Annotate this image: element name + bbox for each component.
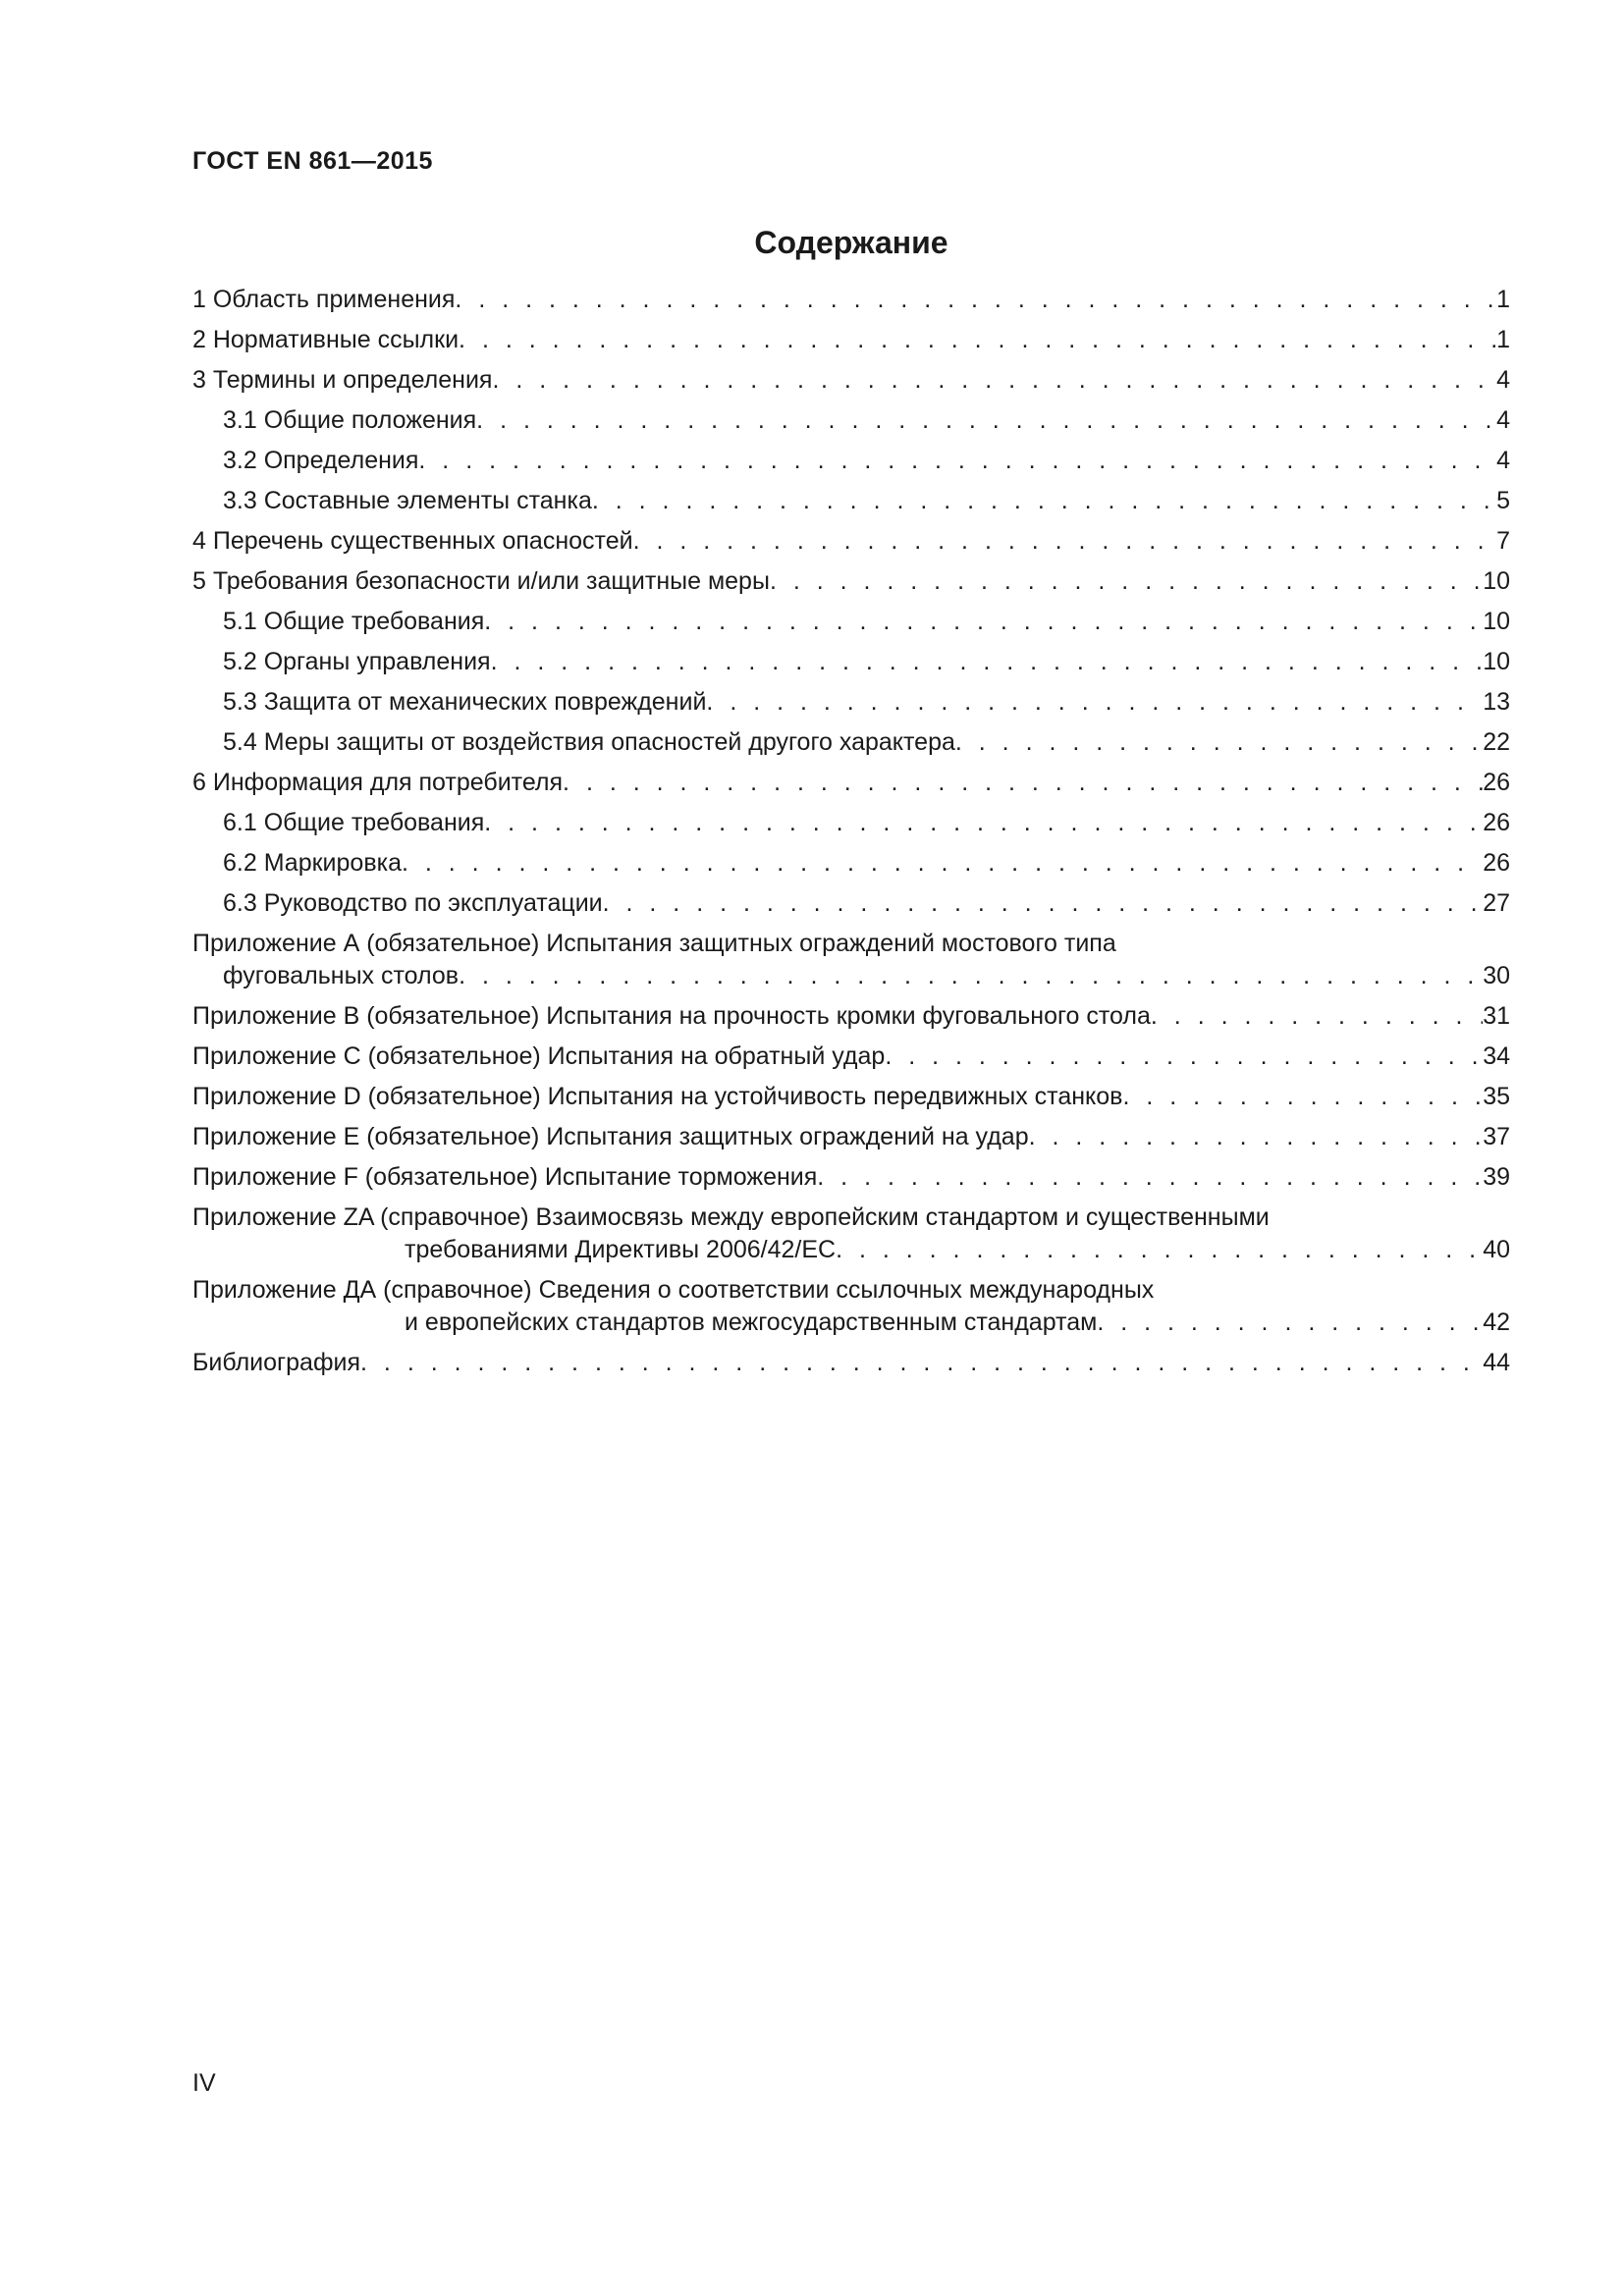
toc-entry-title: 3.1 Общие положения bbox=[223, 406, 477, 434]
toc-leader-dots bbox=[455, 280, 1496, 320]
toc-page-number: 27 bbox=[1483, 889, 1510, 917]
toc-entry[interactable] bbox=[192, 1157, 1510, 1198]
toc-page-number: 10 bbox=[1483, 608, 1510, 635]
toc-page-number: 40 bbox=[1483, 1236, 1510, 1263]
toc-leader-dots bbox=[836, 1230, 1483, 1270]
toc-leader-dots bbox=[484, 803, 1483, 843]
toc-leader-dots bbox=[563, 763, 1483, 803]
toc-entry-title: Приложение А (обязательное) Испытания защитных ограждений мостового типа bbox=[192, 930, 1116, 957]
toc-entry-title: 6 Информация для потребителя bbox=[192, 769, 564, 796]
toc-page-number: 7 bbox=[1496, 527, 1510, 555]
toc-entry-title: 3 Термины и определения bbox=[192, 366, 493, 394]
document-code: ГОСТ EN 861—2015 bbox=[192, 147, 433, 175]
toc-entry[interactable] bbox=[192, 722, 1510, 763]
toc-page-number: 35 bbox=[1483, 1083, 1510, 1110]
toc-entry-title-continued: и европейских стандартов межгосударственным стандартам bbox=[405, 1308, 1098, 1336]
toc-entry[interactable] bbox=[192, 843, 1510, 883]
toc-page-number: 37 bbox=[1483, 1123, 1510, 1150]
toc-entry-title: 6.3 Руководство по эксплуатации bbox=[223, 889, 603, 917]
toc-entry-title: 4 Перечень существенных опасностей bbox=[192, 527, 633, 555]
toc-page-number: 10 bbox=[1483, 567, 1510, 595]
toc-entry[interactable] bbox=[192, 360, 1510, 400]
toc-entry-title: 5.2 Органы управления bbox=[223, 648, 491, 675]
toc-entry[interactable] bbox=[192, 1077, 1510, 1117]
toc-entry-title: Библиография bbox=[192, 1349, 361, 1376]
toc-entry-title: 3.2 Определения bbox=[223, 447, 419, 474]
toc-entry-title: Приложение ДА (справочное) Сведения о соответствии ссылочных международных bbox=[192, 1276, 1155, 1304]
toc-leader-dots bbox=[1151, 996, 1483, 1037]
toc-entry-title: 5.3 Защита от механических повреждений bbox=[223, 688, 707, 716]
toc-page-number: 4 bbox=[1496, 447, 1510, 474]
toc-page-number: 31 bbox=[1483, 1002, 1510, 1030]
toc-page-number: 13 bbox=[1483, 688, 1510, 716]
toc-entry[interactable] bbox=[192, 883, 1510, 924]
toc-entry-title: 3.3 Составные элементы станка bbox=[223, 487, 592, 514]
toc-page-number: 42 bbox=[1483, 1308, 1510, 1336]
toc-entry-title: 6.2 Маркировка bbox=[223, 849, 402, 877]
toc-leader-dots bbox=[492, 360, 1496, 400]
toc-leader-dots bbox=[1029, 1117, 1484, 1157]
toc-entry[interactable] bbox=[192, 682, 1510, 722]
toc-leader-dots bbox=[770, 561, 1483, 602]
toc-entry-title: 5.4 Меры защиты от воздействия опасностей другого характера bbox=[223, 728, 955, 756]
toc-leader-dots bbox=[817, 1157, 1483, 1198]
toc-leader-dots bbox=[1122, 1077, 1483, 1117]
toc-leader-dots bbox=[603, 883, 1484, 924]
toc-page-number: 22 bbox=[1483, 728, 1510, 756]
toc-leader-dots bbox=[706, 682, 1483, 722]
toc-entry[interactable] bbox=[192, 521, 1510, 561]
toc-entry[interactable] bbox=[192, 400, 1510, 441]
toc-entry[interactable] bbox=[192, 1037, 1510, 1077]
toc-entry[interactable] bbox=[192, 561, 1510, 602]
toc-page-number: 1 bbox=[1496, 326, 1510, 353]
toc-page-number: 4 bbox=[1496, 406, 1510, 434]
toc-entry-title-continued: требованиями Директивы 2006/42/ЕС bbox=[405, 1236, 837, 1263]
toc-entry[interactable] bbox=[192, 1198, 1510, 1270]
toc-page-number: 10 bbox=[1483, 648, 1510, 675]
toc-leader-dots bbox=[592, 481, 1496, 521]
toc-entry-title: 2 Нормативные ссылки bbox=[192, 326, 460, 353]
toc-page-number: 26 bbox=[1483, 809, 1510, 836]
toc-entry-title: 1 Область применения bbox=[192, 286, 456, 313]
toc-entry[interactable] bbox=[192, 280, 1510, 320]
toc-entry-title: Приложение Е (обязательное) Испытания защитных ограждений на удар bbox=[192, 1123, 1029, 1150]
toc-entry[interactable] bbox=[192, 1343, 1510, 1383]
toc-leader-dots bbox=[491, 642, 1484, 682]
toc-entry-title: Приложение ZA (справочное) Взаимосвязь между европейским стандартом и существенными bbox=[192, 1203, 1270, 1231]
toc-entry[interactable] bbox=[192, 996, 1510, 1037]
toc-page-number: 26 bbox=[1483, 849, 1510, 877]
toc-entry-title: 6.1 Общие требования bbox=[223, 809, 485, 836]
toc-leader-dots bbox=[476, 400, 1496, 441]
toc-entry[interactable] bbox=[192, 320, 1510, 360]
toc-leader-dots bbox=[955, 722, 1483, 763]
toc-entry[interactable] bbox=[192, 441, 1510, 481]
toc-leader-dots bbox=[459, 956, 1483, 996]
toc-entry[interactable] bbox=[192, 1117, 1510, 1157]
toc-entry-title: Приложение В (обязательное) Испытания на прочность кромки фуговального стола bbox=[192, 1002, 1151, 1030]
toc-entry-title: 5.1 Общие требования bbox=[223, 608, 485, 635]
page-number: IV bbox=[192, 2069, 216, 2097]
toc-leader-dots bbox=[418, 441, 1496, 481]
toc-entry-title: Приложение С (обязательное) Испытания на обратный удар bbox=[192, 1042, 886, 1070]
toc-leader-dots bbox=[402, 843, 1483, 883]
toc-entry-title-continued: фуговальных столов bbox=[223, 962, 460, 989]
toc-leader-dots bbox=[1097, 1303, 1483, 1343]
toc-page-number: 5 bbox=[1496, 487, 1510, 514]
toc-entry[interactable] bbox=[192, 481, 1510, 521]
toc-leader-dots bbox=[360, 1343, 1483, 1383]
toc-page-number: 4 bbox=[1496, 366, 1510, 394]
toc-page-number: 1 bbox=[1496, 286, 1510, 313]
toc-entry[interactable] bbox=[192, 602, 1510, 642]
toc-entry[interactable] bbox=[192, 803, 1510, 843]
toc-page-number: 26 bbox=[1483, 769, 1510, 796]
toc-leader-dots bbox=[885, 1037, 1483, 1077]
toc-entry-title: 5 Требования безопасности и/или защитные меры bbox=[192, 567, 770, 595]
table-of-contents bbox=[192, 280, 1510, 1383]
toc-entry[interactable] bbox=[192, 1270, 1510, 1343]
toc-entry-title: Приложение D (обязательное) Испытания на устойчивость передвижных станков bbox=[192, 1083, 1123, 1110]
page-title: Содержание bbox=[754, 225, 948, 260]
toc-page-number: 30 bbox=[1483, 962, 1510, 989]
toc-entry[interactable] bbox=[192, 924, 1510, 996]
toc-entry[interactable] bbox=[192, 763, 1510, 803]
toc-leader-dots bbox=[633, 521, 1497, 561]
toc-leader-dots bbox=[484, 602, 1483, 642]
toc-entry[interactable] bbox=[192, 642, 1510, 682]
toc-page-number: 44 bbox=[1483, 1349, 1510, 1376]
toc-entry-title: Приложение F (обязательное) Испытание торможения bbox=[192, 1163, 818, 1191]
toc-leader-dots bbox=[459, 320, 1496, 360]
toc-page-number: 34 bbox=[1483, 1042, 1510, 1070]
toc-page-number: 39 bbox=[1483, 1163, 1510, 1191]
